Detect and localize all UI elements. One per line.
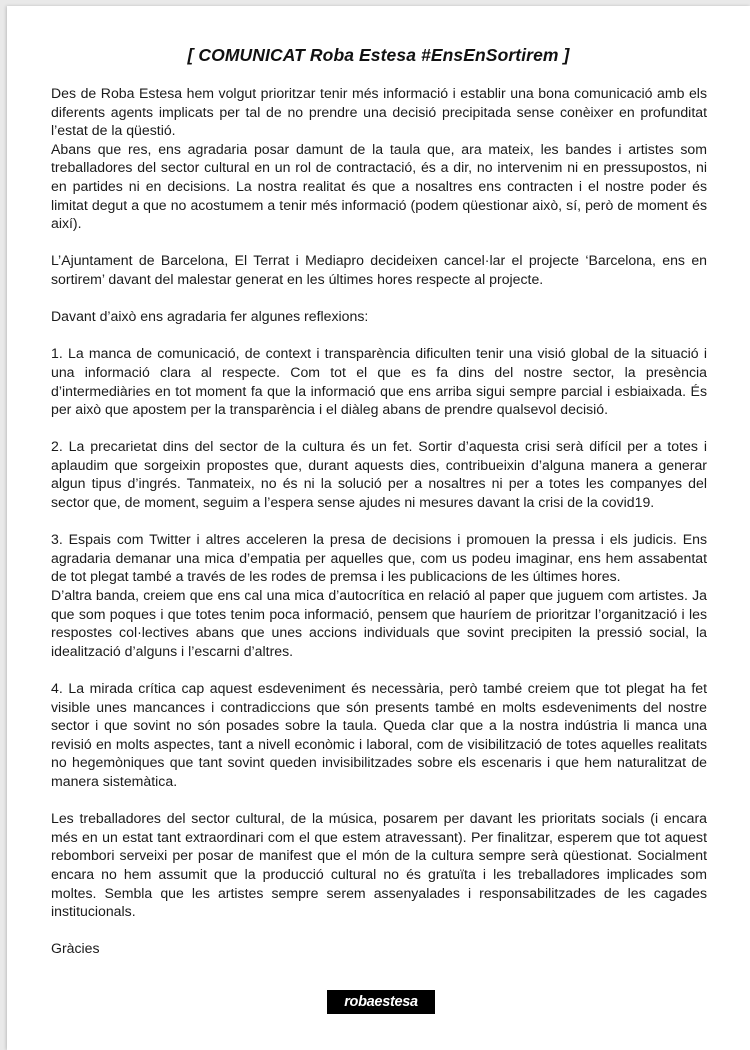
paragraph-point-1: 1. La manca de comunicació, de context i transparència dificulten tenir una visió global de la situació i una informació clara al respecte. Com tot el que es fa dins del nostre sector, la presència d’intermediàries en tot moment fa que la informació que ens arriba sigui sempre parcial i esbiaixada. És per això que apostem per la transparència i el diàleg abans de prendre qualsevol decisió. (51, 345, 707, 418)
paragraph-closing: Les treballadores del sector cultural, de la música, posarem per davant les prioritats socials (i encara més en un estat tant extraordinari com el que estem atravessant). Per finalitzar, esperem que tot aquest rebombori serveixi per posar de manifest que el món de la cultura sempre serà qüestionat. Socialment encara no hem assumit que la producció cultural no és gratuïta i les treballadores implicades som moltes. Sembla que les artistes sempre serem assenyalades i responsabilitzades de les cagades institucionals. (51, 810, 707, 920)
document-body (51, 84, 707, 977)
paragraph-intro: Des de Roba Estesa hem volgut prioritzar tenir més informació i establir una bona comunicació amb els diferents agents implicats per tal de no prendre una decisió precipitada sense conèixer en profunditat l’estat de la qüestió. (51, 85, 707, 139)
paragraph-thanks: Gràcies (51, 940, 100, 957)
document-page (7, 6, 750, 1050)
robaestesa-logo: robaestesa (327, 990, 435, 1014)
paragraph-point-2: 2. La precarietat dins del sector de la cultura és un fet. Sortir d’aquesta crisi serà difícil per a totes i aplaudim que sorgeixin propostes que, durant aquests dies, contribueixin d’alguna manera a generar algun tipus d’ingrés. Tanmateix, no és ni la solució per a nosaltres ni per a totes les companyes del sector que, de moment, seguim a l’espera sense ajudes ni mesures davant la crisi de la covid19. (51, 438, 707, 511)
document-title: [ COMUNICAT Roba Estesa #EnsEnSortirem ] (187, 45, 570, 65)
paragraph-point-3: 3. Espais com Twitter i altres acceleren la presa de decisions i promouen la pressa i els judicis. Ens agradaria demanar una mica d’empatia per aquelles que, com us podeu imaginar, ens hem assabentat de tot plegat també a través de les rodes de premsa i les publicacions de les últimes hores. (51, 531, 707, 585)
paragraph-context: Abans que res, ens agradaria posar damunt de la taula que, ara mateix, les bandes i artistes som treballadores del sector cultural en un rol de contractació, és a dir, no intervenim ni en pressupostos, ni en partides ni en decisions. La nostra realitat és que a nosaltres ens contracten i el nostre poder és limitat degut a que no acostumem a tenir més informació (podem qüestionar això, sí, però de moment és així). (51, 140, 707, 232)
paragraph-point-3-continued: D’altra banda, creiem que ens cal una mica d’autocrítica en relació al paper que juguem com artistes. Ja que som poques i que totes tenim poca informació, pensem que hauríem de prioritzar l’organització i les respostes col·lectives abans que unes accions individuals que sovint precipiten la pressió social, la idealització d’alguns i l’escarni d’altres. (51, 587, 707, 659)
paragraph-point-4: 4. La mirada crítica cap aquest esdeveniment és necessària, però també creiem que tot plegat ha fet visible unes mancances i contradiccions que són presents també en molts esdeveniments del nostre sector i que sovint no són posades sobre la taula. Queda clar que a la nostra indústria li manca una revisió en molts aspectes, tant a nivell econòmic i laboral, com de visibilització de totes aquelles realitats no hegemòniques que tant sovint queden invisibilitzades sobre els escenaris i que hem naturalitzat de manera sistemàtica. (51, 680, 707, 789)
paragraph-cancellation: L’Ajuntament de Barcelona, El Terrat i Mediapro decideixen cancel·lar el projecte ‘Barcelona, ens en sortirem’ davant del malestar generat en les últimes hores respecte al projecte. (51, 252, 707, 287)
paragraph-reflections-intro: Davant d’això ens agradaria fer algunes reflexions: (51, 308, 369, 325)
